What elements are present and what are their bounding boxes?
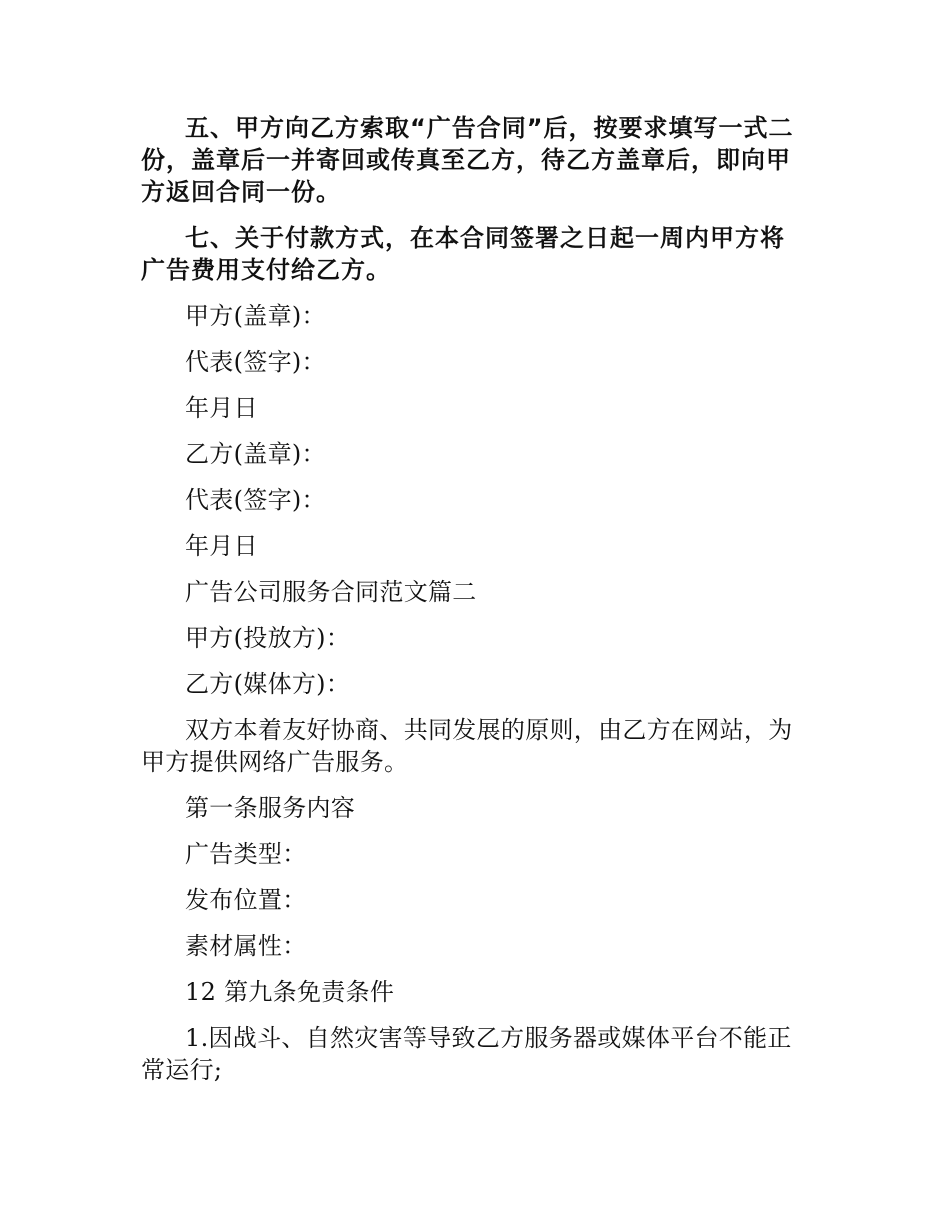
document-body [141, 112, 809, 1100]
preamble-paragraph: 双方本着友好协商、共同发展的原则，由乙方在网站，为甲方提供网络广告服务。 [141, 716, 793, 776]
party-a-representative-line: 代表(签字)： [185, 348, 326, 376]
clause-five-paragraph: 五、甲方向乙方索取“广告合同”后，按要求填写一式二份，盖章后一并寄回或传真至乙方，待乙方盖章后，即向甲方返回合同一份。 [141, 114, 794, 206]
clause-seven-paragraph: 七、关于付款方式，在本合同签署之日起一周内甲方将广告费用支付给乙方。 [141, 224, 785, 284]
material-attribute-line: 素材属性： [185, 932, 307, 960]
party-b-media-line: 乙方(媒体方)： [185, 670, 351, 698]
party-b-date-line: 年月日 [185, 532, 258, 560]
section-heading: 广告公司服务合同范文篇二 [185, 578, 477, 606]
article-nine-heading: 12 第九条免责条件 [185, 978, 395, 1006]
party-a-date-line: 年月日 [185, 394, 258, 422]
placement-line: 发布位置： [185, 886, 307, 914]
party-a-advertiser-line: 甲方(投放方)： [185, 624, 351, 652]
party-b-representative-line: 代表(签字)： [185, 486, 326, 514]
ad-type-line: 广告类型： [185, 840, 307, 868]
exemption-item-one: 1.因战斗、自然灾害等导致乙方服务器或媒体平台不能正常运行; [141, 1024, 792, 1084]
party-a-seal-line: 甲方(盖章)： [185, 302, 326, 330]
article-one-heading: 第一条服务内容 [185, 794, 356, 822]
party-b-seal-line: 乙方(盖章)： [185, 440, 326, 468]
